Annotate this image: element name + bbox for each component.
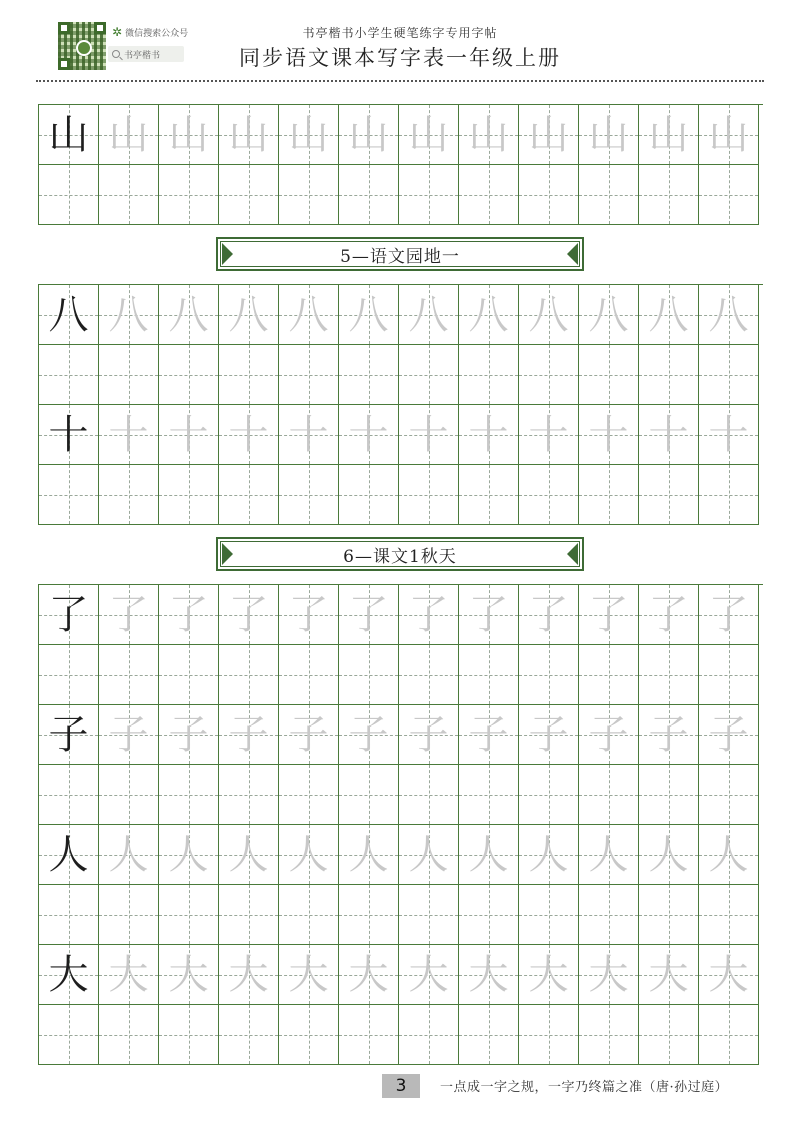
trace-char-cell [159, 285, 219, 345]
trace-char-cell [99, 105, 159, 165]
trace-char-cell [519, 705, 579, 765]
trace-char: 大 [468, 951, 509, 998]
blank-practice-cell[interactable] [99, 465, 159, 525]
trace-char: 山 [588, 111, 629, 158]
blank-practice-cell[interactable] [39, 345, 99, 405]
practice-grid-section-3 [38, 584, 763, 1065]
trace-char: 山 [708, 111, 749, 158]
trace-char-cell [579, 705, 639, 765]
model-char-cell [39, 105, 99, 165]
wechat-label: 微信搜索公众号 [125, 28, 189, 39]
trace-char: 人 [288, 831, 329, 878]
blank-practice-cell[interactable] [399, 645, 459, 705]
trace-char: 大 [588, 951, 629, 998]
blank-practice-cell[interactable] [159, 765, 219, 825]
banner-left-arrow-icon [222, 543, 233, 565]
blank-practice-cell[interactable] [39, 465, 99, 525]
banner-right-arrow-icon [567, 543, 578, 565]
blank-practice-cell[interactable] [699, 1005, 759, 1065]
trace-char-cell [399, 825, 459, 885]
model-char: 了 [48, 591, 89, 638]
trace-char: 八 [588, 291, 629, 338]
trace-char-cell [579, 405, 639, 465]
practice-row-blank [39, 465, 763, 525]
model-char-cell [39, 285, 99, 345]
blank-practice-cell[interactable] [339, 165, 399, 225]
trace-char: 了 [168, 591, 209, 638]
blank-practice-cell[interactable] [399, 165, 459, 225]
wechat-icon: ✲ [112, 25, 123, 39]
trace-char-cell [399, 105, 459, 165]
practice-row-char [39, 585, 763, 645]
model-char: 子 [48, 711, 89, 758]
trace-char-cell [159, 945, 219, 1005]
trace-char: 人 [708, 831, 749, 878]
trace-char: 山 [648, 111, 689, 158]
trace-char-cell [279, 825, 339, 885]
blank-practice-cell[interactable] [219, 465, 279, 525]
trace-char: 人 [588, 831, 629, 878]
trace-char-cell [159, 405, 219, 465]
trace-char-cell [459, 285, 519, 345]
trace-char: 十 [228, 411, 269, 458]
blank-practice-cell[interactable] [519, 885, 579, 945]
trace-char: 了 [648, 591, 689, 638]
trace-char-cell [519, 585, 579, 645]
trace-char: 山 [228, 111, 269, 158]
blank-practice-cell[interactable] [339, 1005, 399, 1065]
trace-char-cell [579, 585, 639, 645]
blank-practice-cell[interactable] [279, 1005, 339, 1065]
blank-practice-cell[interactable] [399, 765, 459, 825]
trace-char: 十 [288, 411, 329, 458]
blank-practice-cell[interactable] [39, 765, 99, 825]
blank-practice-cell[interactable] [699, 885, 759, 945]
trace-char: 八 [408, 291, 449, 338]
trace-char-cell [399, 585, 459, 645]
blank-practice-cell[interactable] [459, 1005, 519, 1065]
trace-char-cell [219, 705, 279, 765]
model-char-cell [39, 945, 99, 1005]
page-subtitle: 书亭楷书小学生硬笔练字专用字帖 [302, 26, 498, 40]
blank-practice-cell[interactable] [279, 765, 339, 825]
practice-row-blank [39, 765, 763, 825]
trace-char-cell [459, 585, 519, 645]
trace-char-cell [339, 825, 399, 885]
trace-char-cell [339, 285, 399, 345]
trace-char-cell [159, 105, 219, 165]
blank-practice-cell[interactable] [459, 765, 519, 825]
blank-practice-cell[interactable] [399, 465, 459, 525]
trace-char: 八 [708, 291, 749, 338]
trace-char: 人 [108, 831, 149, 878]
trace-char: 人 [528, 831, 569, 878]
trace-char-cell [459, 705, 519, 765]
blank-practice-cell[interactable] [279, 645, 339, 705]
blank-practice-cell[interactable] [459, 165, 519, 225]
blank-practice-cell[interactable] [639, 885, 699, 945]
blank-practice-cell[interactable] [639, 645, 699, 705]
blank-practice-cell[interactable] [579, 465, 639, 525]
trace-char: 十 [648, 411, 689, 458]
trace-char-cell [579, 105, 639, 165]
trace-char-cell [459, 405, 519, 465]
trace-char-cell [639, 105, 699, 165]
trace-char-cell [219, 285, 279, 345]
trace-char-cell [219, 585, 279, 645]
search-text: 书亭楷书 [124, 50, 161, 61]
trace-char: 大 [288, 951, 329, 998]
page-number: 3 [382, 1074, 420, 1098]
blank-practice-cell[interactable] [99, 645, 159, 705]
trace-char: 人 [168, 831, 209, 878]
trace-char: 了 [588, 591, 629, 638]
trace-char: 子 [588, 711, 629, 758]
trace-char: 八 [288, 291, 329, 338]
trace-char-cell [579, 825, 639, 885]
trace-char: 八 [108, 291, 149, 338]
blank-practice-cell[interactable] [39, 165, 99, 225]
blank-practice-cell[interactable] [159, 465, 219, 525]
trace-char-cell [639, 585, 699, 645]
trace-char-cell [279, 585, 339, 645]
practice-row-blank [39, 645, 763, 705]
blank-practice-cell[interactable] [339, 465, 399, 525]
trace-char-cell [279, 945, 339, 1005]
blank-practice-cell[interactable] [99, 765, 159, 825]
trace-char: 了 [288, 591, 329, 638]
blank-practice-cell[interactable] [519, 165, 579, 225]
practice-row-blank [39, 165, 763, 225]
trace-char: 八 [648, 291, 689, 338]
trace-char-cell [639, 705, 699, 765]
trace-char: 十 [348, 411, 389, 458]
blank-practice-cell[interactable] [639, 465, 699, 525]
blank-practice-cell[interactable] [399, 345, 459, 405]
trace-char: 大 [108, 951, 149, 998]
trace-char-cell [459, 105, 519, 165]
trace-char: 了 [348, 591, 389, 638]
blank-practice-cell[interactable] [399, 885, 459, 945]
trace-char: 子 [408, 711, 449, 758]
trace-char-cell [279, 285, 339, 345]
model-char: 山 [48, 111, 89, 158]
trace-char-cell [99, 405, 159, 465]
trace-char: 人 [648, 831, 689, 878]
trace-char-cell [699, 945, 759, 1005]
trace-char-cell [579, 285, 639, 345]
page-header [0, 0, 800, 80]
blank-practice-cell[interactable] [579, 765, 639, 825]
trace-char-cell [639, 825, 699, 885]
blank-practice-cell[interactable] [219, 345, 279, 405]
trace-char: 八 [468, 291, 509, 338]
trace-char: 人 [468, 831, 509, 878]
trace-char: 十 [588, 411, 629, 458]
trace-char: 了 [228, 591, 269, 638]
practice-grid-section-2 [38, 284, 763, 525]
blank-practice-cell[interactable] [159, 885, 219, 945]
trace-char-cell [699, 825, 759, 885]
trace-char: 了 [528, 591, 569, 638]
qr-code-icon [58, 22, 106, 70]
blank-practice-cell[interactable] [459, 345, 519, 405]
practice-grid-section-1 [38, 104, 763, 225]
model-char: 十 [48, 411, 89, 458]
trace-char: 山 [108, 111, 149, 158]
trace-char-cell [459, 825, 519, 885]
trace-char-cell [519, 285, 579, 345]
practice-row-char [39, 945, 763, 1005]
blank-practice-cell[interactable] [219, 645, 279, 705]
trace-char-cell [399, 285, 459, 345]
blank-practice-cell[interactable] [699, 645, 759, 705]
practice-row-char [39, 285, 763, 345]
trace-char: 大 [408, 951, 449, 998]
trace-char-cell [399, 405, 459, 465]
blank-practice-cell[interactable] [339, 645, 399, 705]
blank-practice-cell[interactable] [279, 165, 339, 225]
trace-char-cell [99, 285, 159, 345]
trace-char-cell [339, 705, 399, 765]
trace-char-cell [279, 405, 339, 465]
blank-practice-cell[interactable] [219, 1005, 279, 1065]
blank-practice-cell[interactable] [519, 645, 579, 705]
section-banner-yuwen-yuandi-1 [216, 237, 584, 271]
practice-row-char [39, 105, 763, 165]
blank-practice-cell[interactable] [519, 1005, 579, 1065]
trace-char: 八 [228, 291, 269, 338]
trace-char: 十 [108, 411, 149, 458]
blank-practice-cell[interactable] [699, 165, 759, 225]
trace-char-cell [699, 405, 759, 465]
trace-char: 大 [348, 951, 389, 998]
trace-char-cell [279, 705, 339, 765]
header-divider [36, 80, 764, 82]
trace-char: 八 [528, 291, 569, 338]
blank-practice-cell[interactable] [579, 885, 639, 945]
trace-char-cell [339, 585, 399, 645]
trace-char: 了 [708, 591, 749, 638]
model-char-cell [39, 825, 99, 885]
trace-char: 十 [408, 411, 449, 458]
blank-practice-cell[interactable] [699, 465, 759, 525]
trace-char: 子 [648, 711, 689, 758]
banner-left-arrow-icon [222, 243, 233, 265]
blank-practice-cell[interactable] [99, 345, 159, 405]
trace-char: 人 [348, 831, 389, 878]
blank-practice-cell[interactable] [519, 465, 579, 525]
trace-char-cell [699, 705, 759, 765]
trace-char: 了 [408, 591, 449, 638]
trace-char-cell [519, 825, 579, 885]
trace-char: 十 [528, 411, 569, 458]
blank-practice-cell[interactable] [579, 165, 639, 225]
trace-char-cell [219, 825, 279, 885]
trace-char: 子 [708, 711, 749, 758]
blank-practice-cell[interactable] [639, 765, 699, 825]
blank-practice-cell[interactable] [159, 645, 219, 705]
trace-char: 人 [228, 831, 269, 878]
blank-practice-cell[interactable] [339, 885, 399, 945]
trace-char-cell [99, 705, 159, 765]
blank-practice-cell[interactable] [459, 465, 519, 525]
trace-char-cell [99, 945, 159, 1005]
trace-char-cell [519, 105, 579, 165]
model-char-cell [39, 405, 99, 465]
trace-char: 十 [468, 411, 509, 458]
trace-char-cell [459, 945, 519, 1005]
model-char-cell [39, 585, 99, 645]
practice-row-char [39, 405, 763, 465]
trace-char-cell [399, 705, 459, 765]
trace-char: 十 [708, 411, 749, 458]
trace-char-cell [159, 705, 219, 765]
trace-char: 山 [168, 111, 209, 158]
trace-char-cell [339, 405, 399, 465]
trace-char-cell [219, 945, 279, 1005]
page-title: 同步语文课本写字表一年级上册 [239, 46, 561, 70]
trace-char-cell [639, 405, 699, 465]
trace-char: 山 [528, 111, 569, 158]
trace-char: 山 [408, 111, 449, 158]
footer-quote: 一点成一字之规，一字乃终篇之准（唐·孙过庭） [440, 1080, 729, 1095]
blank-practice-cell[interactable] [639, 1005, 699, 1065]
blank-practice-cell[interactable] [519, 345, 579, 405]
trace-char-cell [99, 825, 159, 885]
trace-char: 大 [168, 951, 209, 998]
trace-char-cell [339, 945, 399, 1005]
blank-practice-cell[interactable] [159, 165, 219, 225]
practice-row-blank [39, 885, 763, 945]
blank-practice-cell[interactable] [99, 885, 159, 945]
search-box [108, 46, 184, 62]
trace-char-cell [159, 585, 219, 645]
trace-char: 十 [168, 411, 209, 458]
blank-practice-cell[interactable] [219, 765, 279, 825]
trace-char: 子 [168, 711, 209, 758]
model-char-cell [39, 705, 99, 765]
section-banner-qiutian [216, 537, 584, 571]
blank-practice-cell[interactable] [699, 345, 759, 405]
model-char: 八 [48, 291, 89, 338]
trace-char-cell [519, 945, 579, 1005]
trace-char: 子 [288, 711, 329, 758]
model-char: 人 [48, 831, 89, 878]
trace-char-cell [519, 405, 579, 465]
blank-practice-cell[interactable] [339, 765, 399, 825]
blank-practice-cell[interactable] [279, 345, 339, 405]
blank-practice-cell[interactable] [699, 765, 759, 825]
practice-row-char [39, 705, 763, 765]
trace-char-cell [399, 945, 459, 1005]
trace-char: 山 [468, 111, 509, 158]
blank-practice-cell[interactable] [639, 165, 699, 225]
trace-char: 人 [408, 831, 449, 878]
model-char: 大 [48, 951, 89, 998]
trace-char: 子 [468, 711, 509, 758]
trace-char-cell [639, 285, 699, 345]
practice-row-blank [39, 345, 763, 405]
trace-char-cell [219, 405, 279, 465]
blank-practice-cell[interactable] [39, 885, 99, 945]
blank-practice-cell[interactable] [219, 885, 279, 945]
blank-practice-cell[interactable] [99, 165, 159, 225]
blank-practice-cell[interactable] [219, 165, 279, 225]
blank-practice-cell[interactable] [459, 885, 519, 945]
blank-practice-cell[interactable] [579, 1005, 639, 1065]
trace-char: 子 [108, 711, 149, 758]
blank-practice-cell[interactable] [279, 465, 339, 525]
blank-practice-cell[interactable] [339, 345, 399, 405]
trace-char: 了 [468, 591, 509, 638]
search-icon [112, 50, 120, 58]
practice-row-blank [39, 1005, 763, 1065]
trace-char: 八 [168, 291, 209, 338]
trace-char-cell [99, 585, 159, 645]
blank-practice-cell[interactable] [639, 345, 699, 405]
trace-char: 子 [228, 711, 269, 758]
blank-practice-cell[interactable] [579, 645, 639, 705]
trace-char-cell [279, 105, 339, 165]
blank-practice-cell[interactable] [159, 1005, 219, 1065]
blank-practice-cell[interactable] [159, 345, 219, 405]
trace-char-cell [339, 105, 399, 165]
trace-char-cell [699, 585, 759, 645]
trace-char-cell [699, 285, 759, 345]
trace-char: 大 [228, 951, 269, 998]
blank-practice-cell[interactable] [399, 1005, 459, 1065]
trace-char: 子 [348, 711, 389, 758]
trace-char: 山 [288, 111, 329, 158]
trace-char: 八 [348, 291, 389, 338]
blank-practice-cell[interactable] [39, 645, 99, 705]
trace-char: 子 [528, 711, 569, 758]
practice-row-char [39, 825, 763, 885]
blank-practice-cell[interactable] [99, 1005, 159, 1065]
blank-practice-cell[interactable] [39, 1005, 99, 1065]
trace-char-cell [699, 105, 759, 165]
blank-practice-cell[interactable] [279, 885, 339, 945]
banner-right-arrow-icon [567, 243, 578, 265]
trace-char: 山 [348, 111, 389, 158]
trace-char: 大 [648, 951, 689, 998]
blank-practice-cell[interactable] [519, 765, 579, 825]
trace-char-cell [159, 825, 219, 885]
trace-char-cell [639, 945, 699, 1005]
trace-char-cell [219, 105, 279, 165]
blank-practice-cell[interactable] [579, 345, 639, 405]
trace-char: 了 [108, 591, 149, 638]
banner-title: 5—语文园地一 [340, 246, 460, 267]
trace-char: 大 [528, 951, 569, 998]
banner-title: 6—课文1秋天 [343, 546, 457, 567]
trace-char: 大 [708, 951, 749, 998]
wechat-search-hint [112, 24, 188, 40]
blank-practice-cell[interactable] [459, 645, 519, 705]
trace-char-cell [579, 945, 639, 1005]
